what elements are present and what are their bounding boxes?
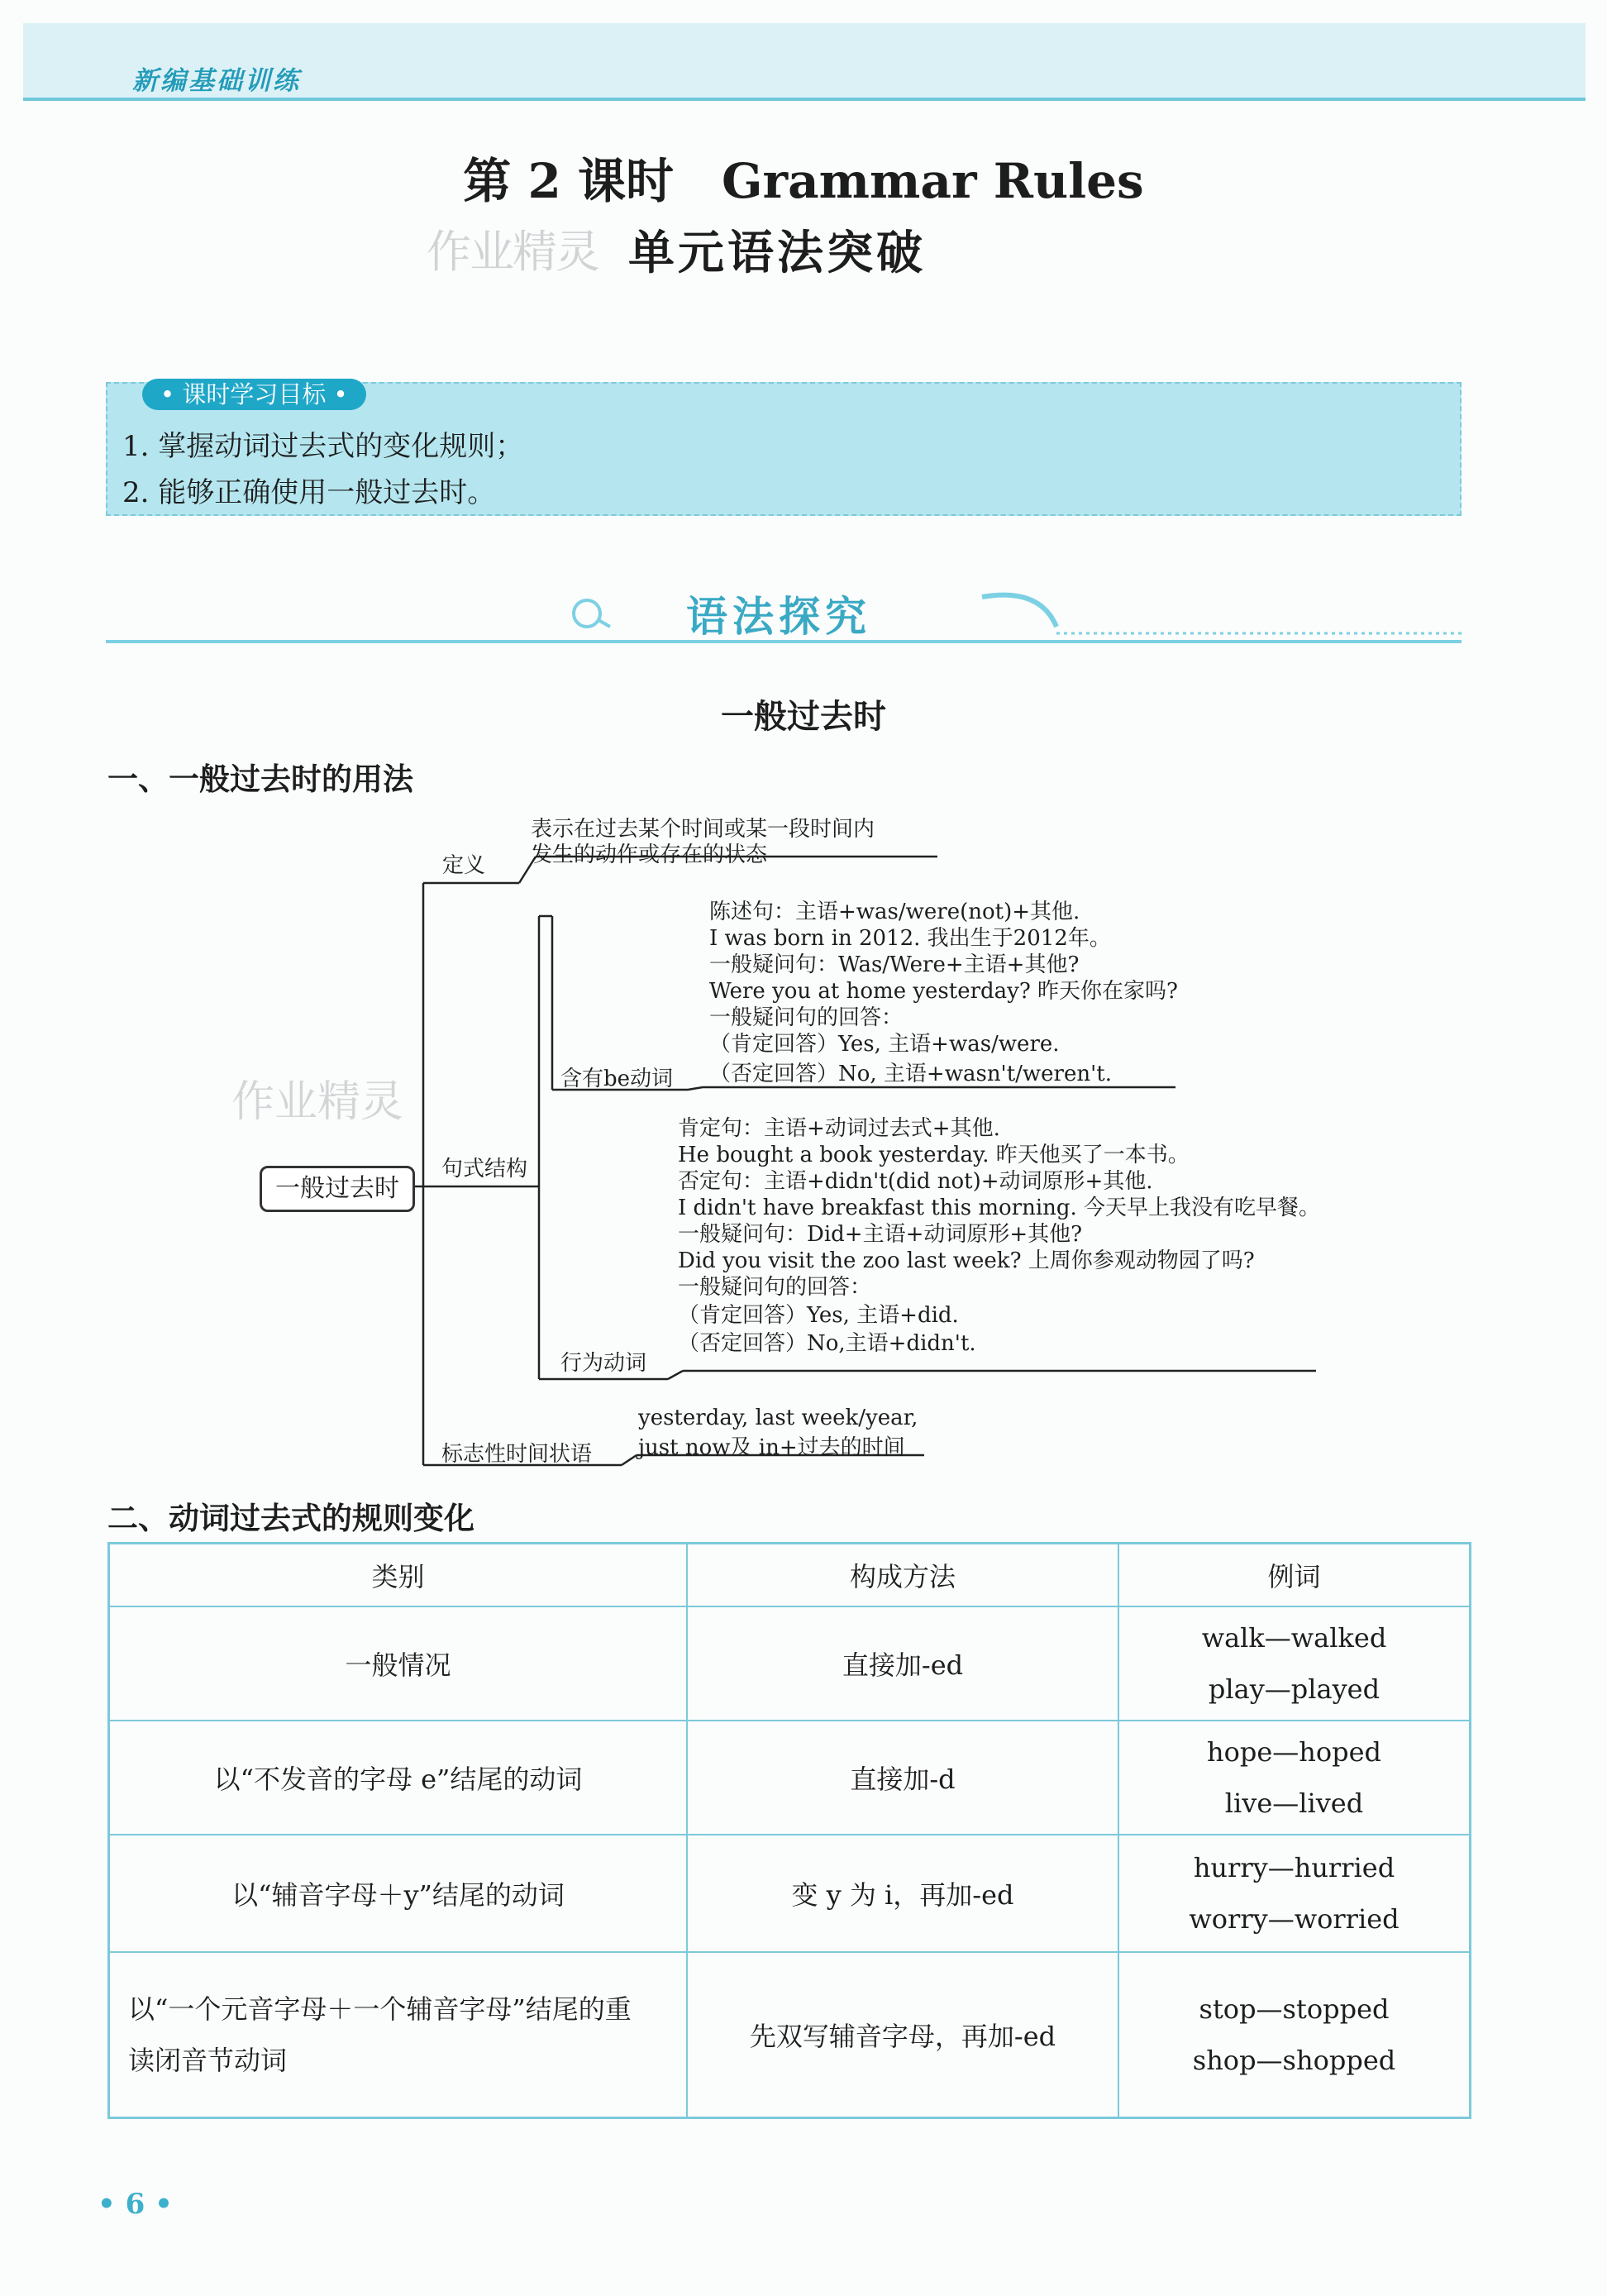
watermark: 作业精灵 — [231, 1077, 404, 1127]
action-verb-line: 否定句：主语+didn't(did not)+动词原形+其他. — [678, 1169, 1153, 1194]
rule-method: 直接加-d — [850, 1764, 956, 1795]
mind-map-root: 一般过去时 — [260, 1166, 415, 1212]
action-verb-line: He bought a book yesterday. 昨天他买了一本书。 — [678, 1143, 1190, 1167]
rule-examples — [1119, 1721, 1469, 1834]
goal-item: 2. 能够正确使用一般过去时。 — [122, 476, 496, 509]
rule-category — [110, 1953, 686, 2117]
column-header: 构成方法 — [849, 1561, 956, 1592]
be-verb-line: （否定回答）No, 主语+wasn't/weren't. — [709, 1062, 1112, 1086]
action-verb-line: 一般疑问句：Did+主语+动词原形+其他? — [678, 1222, 1083, 1247]
time-marker-line: just now及 in+过去的时间 — [638, 1435, 905, 1460]
rule-examples — [1119, 1835, 1469, 1951]
goal-item: 1. 掌握动词过去式的变化规则； — [122, 430, 524, 463]
definition-line: 表示在过去某个时间或某一段时间内 — [531, 817, 875, 842]
tense-title: 一般过去时 — [721, 698, 886, 736]
structure-label: 句式结构 — [441, 1157, 528, 1181]
action-verb-line: 肯定句：主语+动词过去式+其他. — [678, 1116, 1000, 1141]
rule-method: 变 y 为 i，再加-ed — [791, 1879, 1014, 1911]
action-verb-line: （否定回答）No,主语+didn't. — [678, 1331, 976, 1356]
example-word: hurry—hurried — [1193, 1852, 1395, 1883]
rules-heading: 二、动词过去式的规则变化 — [107, 1501, 474, 1536]
lesson-title: 第 2 课时 Grammar Rules — [463, 153, 1144, 209]
learning-goals-tag: • 课时学习目标 • — [142, 379, 366, 410]
rule-method: 直接加-ed — [842, 1649, 964, 1681]
rules-table — [107, 1542, 1471, 2119]
action-verb-line: I didn't have breakfast this morning. 今天早上我没有吃早餐。 — [678, 1196, 1321, 1220]
section-banner: 语法探究 — [686, 592, 871, 641]
action-verb-line: Did you visit the zoo last week? 上周你参观动物园了吗? — [678, 1248, 1255, 1273]
series-label: 新编基础训练 — [132, 66, 301, 96]
be-verb-line: 一般疑问句的回答： — [709, 1005, 904, 1030]
action-verb-label: 行为动词 — [560, 1351, 647, 1376]
example-word: worry—worried — [1189, 1903, 1400, 1935]
time-marker-label: 标志性时间状语 — [441, 1442, 593, 1467]
definition-label: 定义 — [442, 853, 486, 878]
action-verb-line: （肯定回答）Yes, 主语+did. — [678, 1303, 959, 1328]
column-header: 类别 — [371, 1561, 425, 1592]
be-verb-label: 含有be动词 — [560, 1067, 674, 1091]
rule-examples — [1119, 1953, 1469, 2117]
be-verb-line: I was born in 2012. 我出生于2012年。 — [709, 926, 1111, 951]
definition-line: 发生的动作或存在的状态 — [531, 843, 768, 867]
column-header: 例词 — [1267, 1561, 1321, 1592]
rule-category: 以“不发音的字母 e”结尾的动词 — [213, 1764, 583, 1795]
be-verb-line: 一般疑问句：Was/Were+主语+其他? — [709, 952, 1080, 977]
rule-category-line: 以“一个元音字母＋一个辅音字母”结尾的重 — [128, 1993, 632, 2025]
usage-heading: 一、一般过去时的用法 — [107, 761, 413, 797]
be-verb-line: Were you at home yesterday? 昨天你在家吗? — [709, 979, 1178, 1004]
time-marker-line: yesterday, last week/year, — [638, 1406, 918, 1430]
example-word: shop—shopped — [1192, 2045, 1396, 2076]
example-word: walk—walked — [1201, 1622, 1387, 1654]
example-word: play—played — [1208, 1673, 1380, 1705]
rule-method: 先双写辅音字母，再加-ed — [749, 2021, 1056, 2052]
be-verb-line: 陈述句：主语+was/were(not)+其他. — [709, 900, 1080, 924]
action-verb-line: 一般疑问句的回答： — [678, 1275, 872, 1300]
rule-examples — [1119, 1607, 1469, 1720]
rule-category-line: 读闭音节动词 — [128, 2045, 288, 2076]
lesson-subtitle: 单元语法突破 — [628, 226, 926, 280]
example-word: live—lived — [1224, 1788, 1364, 1819]
example-word: stop—stopped — [1199, 1993, 1390, 2025]
watermark: 作业精灵 — [427, 226, 598, 278]
be-verb-line: （肯定回答）Yes, 主语+was/were. — [709, 1032, 1060, 1057]
example-word: hope—hoped — [1206, 1736, 1382, 1768]
page-number: • 6 • — [98, 2188, 173, 2221]
rule-category: 以“辅音字母＋y”结尾的动词 — [231, 1879, 565, 1911]
rule-category: 一般情况 — [345, 1649, 451, 1681]
